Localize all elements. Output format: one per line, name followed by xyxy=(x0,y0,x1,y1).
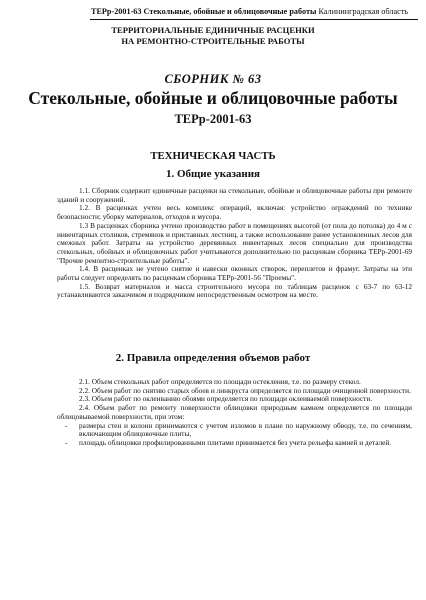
org-line-1: ТЕРРИТОРИАЛЬНЫЕ ЕДИНИЧНЫЕ РАСЦЕНКИ xyxy=(111,25,315,35)
paragraph-2-3: 2.3. Объем работ по оклеиванию обоями определяется по площади оклеиваемой поверхности. xyxy=(79,394,373,404)
paragraph-1-2: 1.2. В расценках учтен весь комплекс операций, включая: устройство ограждений по технике безопасности; уборку материалов, отходов и мусора. xyxy=(57,203,412,222)
list-item xyxy=(57,439,412,448)
paragraph-2-1: 2.1. Объем стекольных работ определяется по площади остекления, т.е. по размеру стекол. xyxy=(79,377,361,386)
header-rule xyxy=(90,19,418,20)
paragraph-1-1: 1.1. Сборник содержит единичные расценки на стекольные, обойные и облицовочные работы при ремонте зданий и сооружений. xyxy=(57,186,412,204)
header-region: Калининградская область xyxy=(318,7,409,16)
section-2-body xyxy=(57,378,412,448)
header-code: ТЕРр-2001-63 xyxy=(91,7,142,16)
header-section: Стекольные, обойные и облицовочные работы xyxy=(143,7,317,16)
collection-number: СБОРНИК № 63 xyxy=(164,72,262,86)
part-title: ТЕХНИЧЕСКАЯ ЧАСТЬ xyxy=(150,150,276,162)
paragraph-2-4: 2.4. Объем работ по ремонту поверхности облицовки природным камнем определяется по площади облицовываемой поверхности, при этом: xyxy=(57,403,412,421)
section-1-body xyxy=(57,187,412,300)
bullet-list xyxy=(57,422,412,448)
bullet-text: размеры стен и колонн принимаются с учетом изломов в плане по наружному обводу, т.е. по сечениям, включающим облицовочные плиты, xyxy=(79,420,412,439)
bullet-dash: - xyxy=(65,420,68,430)
org-line-2: НА РЕМОНТНО-СТРОИТЕЛЬНЫЕ РАБОТЫ xyxy=(121,36,305,46)
paragraph-2-2: 2.2. Объем работ по снятию старых обоев и линкруста определяется по площади очищенной поверхности. xyxy=(79,385,411,395)
paragraph-1-4: 1.4. В расценках не учтено снятие и навески оконных створок, переплетов и фрамуг. Затраты на эти работы следует определять по расценкам сборника ТЕРр-2001-56 "Проемы". xyxy=(57,264,412,283)
bullet-dash: - xyxy=(65,437,68,447)
list-item xyxy=(57,422,412,439)
document-code: ТЕРр-2001-63 xyxy=(174,112,252,126)
document-title: Стекольные, обойные и облицовочные работы xyxy=(28,88,398,108)
running-header xyxy=(91,7,408,16)
section-1-heading: 1. Общие указания xyxy=(165,168,261,180)
bullet-text: площадь облицовки профилированными плитами принимается без учета рельефа камней и деталей. xyxy=(79,437,392,447)
paragraph-1-3: 1.3 В расценках сборника учтено производство работ в помещениях высотой (от пола до потолка) до 4 м с инвентарных столиков, стремянок и приставных лестниц, а также использование ранее установленных лесов для смежных работ. Затраты на устройство деревянных инвентарных лесов специально для производства стекольных, обойных и облицовочных работ учитываются дополнительно по расценкам сборника ТЕРр-2001-69 "Прочие ремонтно-строительные работы". xyxy=(57,220,412,265)
paragraph-1-5: 1.5. Возврат материалов и масса строительного мусора по таблицам расценок с 63-7 по 63-12 устанавливаются заказчиком и подрядчиком непосредственным осмотром на месте. xyxy=(57,281,412,300)
section-2-heading: 2. Правила определения объемов работ xyxy=(115,352,311,364)
org-heading xyxy=(0,25,426,47)
